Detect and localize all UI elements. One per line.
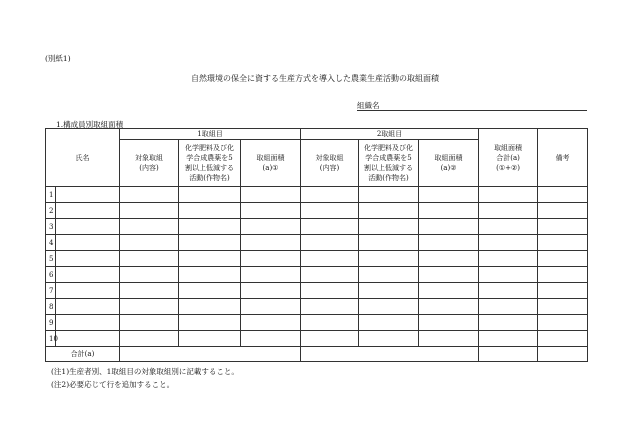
cell-g2-target[interactable] <box>301 283 359 299</box>
row-number: 7 <box>46 283 56 299</box>
cell-g1-fertilizer[interactable] <box>179 203 241 219</box>
cell-g1-area[interactable] <box>241 235 301 251</box>
row-number: 3 <box>46 219 56 235</box>
cell-total-area[interactable] <box>479 187 538 203</box>
cell-total-area[interactable] <box>479 267 538 283</box>
cell-g2-target[interactable] <box>301 331 359 347</box>
cell-g1-area[interactable] <box>241 251 301 267</box>
cell-total-area[interactable] <box>479 331 538 347</box>
cell-g1-area[interactable] <box>241 299 301 315</box>
cell-g1-target[interactable] <box>120 203 179 219</box>
cell-total-area[interactable] <box>479 235 538 251</box>
table-row <box>46 251 588 267</box>
row-number: 1 <box>46 187 56 203</box>
cell-remarks[interactable] <box>538 187 588 203</box>
row-number: 2 <box>46 203 56 219</box>
table-row <box>46 219 588 235</box>
row-number: 10 <box>46 331 56 347</box>
cell-g1-target[interactable] <box>120 315 179 331</box>
cell-g2-target[interactable] <box>301 315 359 331</box>
table-row <box>46 315 588 331</box>
cell-g1-area[interactable] <box>241 267 301 283</box>
cell-name[interactable] <box>56 219 120 235</box>
table-row <box>46 283 588 299</box>
cell-g1-area[interactable] <box>241 203 301 219</box>
table-row <box>46 267 588 283</box>
cell-g1-fertilizer[interactable] <box>179 315 241 331</box>
header-remarks: 備考 <box>538 129 588 187</box>
data-rows <box>46 187 588 347</box>
cell-g2-area[interactable] <box>419 203 479 219</box>
cell-g2-fertilizer[interactable] <box>359 331 419 347</box>
org-name-line[interactable] <box>357 110 587 111</box>
cell-remarks[interactable] <box>538 251 588 267</box>
cell-name[interactable] <box>56 187 120 203</box>
cell-g2-fertilizer[interactable] <box>359 283 419 299</box>
cell-g2-target[interactable] <box>301 219 359 235</box>
total-area-cell[interactable] <box>479 347 538 362</box>
cell-g2-fertilizer[interactable] <box>359 187 419 203</box>
cell-g2-fertilizer[interactable] <box>359 299 419 315</box>
cell-remarks[interactable] <box>538 315 588 331</box>
cell-g1-target[interactable] <box>120 219 179 235</box>
cell-g1-fertilizer[interactable] <box>179 235 241 251</box>
cell-total-area[interactable] <box>479 315 538 331</box>
cell-name[interactable] <box>56 251 120 267</box>
table-row <box>46 203 588 219</box>
cell-remarks[interactable] <box>538 267 588 283</box>
cell-g2-fertilizer[interactable] <box>359 203 419 219</box>
cell-g2-target[interactable] <box>301 187 359 203</box>
header-g1-target: 対象取組 (内容) <box>120 140 179 187</box>
cell-g2-target[interactable] <box>301 251 359 267</box>
cell-total-area[interactable] <box>479 283 538 299</box>
total-row <box>46 347 588 362</box>
cell-g2-fertilizer[interactable] <box>359 315 419 331</box>
cell-g2-target[interactable] <box>301 299 359 315</box>
total-g2-cell[interactable] <box>301 347 479 362</box>
cell-g2-area[interactable] <box>419 283 479 299</box>
table-row <box>46 187 588 203</box>
note-2: (注2)必要応じて行を追加すること。 <box>51 380 175 389</box>
org-name-label: 組織名 <box>357 101 380 110</box>
total-remarks-cell[interactable] <box>538 347 588 362</box>
cell-g2-area[interactable] <box>419 315 479 331</box>
cell-g1-area[interactable] <box>241 331 301 347</box>
total-label: 合計(a) <box>46 347 120 362</box>
document-title: 自然環境の保全に資する生産方式を導入した農業生産活動の取組面積 <box>191 74 439 83</box>
cell-g1-target[interactable] <box>120 187 179 203</box>
cell-g1-fertilizer[interactable] <box>179 219 241 235</box>
cell-name[interactable] <box>56 315 120 331</box>
cell-g1-area[interactable] <box>241 283 301 299</box>
row-number: 5 <box>46 251 56 267</box>
cell-total-area[interactable] <box>479 299 538 315</box>
row-number: 9 <box>46 315 56 331</box>
row-number: 4 <box>46 235 56 251</box>
table-row <box>46 331 588 347</box>
cell-g2-area[interactable] <box>419 299 479 315</box>
header-g2-target: 対象取組 (内容) <box>301 140 359 187</box>
cell-g2-fertilizer[interactable] <box>359 251 419 267</box>
cell-remarks[interactable] <box>538 203 588 219</box>
cell-remarks[interactable] <box>538 331 588 347</box>
cell-g1-target[interactable] <box>120 299 179 315</box>
cell-name[interactable] <box>56 235 120 251</box>
cell-g1-target[interactable] <box>120 267 179 283</box>
cell-name[interactable] <box>56 267 120 283</box>
header-group-2: 2取組目 <box>301 129 479 140</box>
note-1: (注1)生産者別、1取組目の対象取組別に記載すること。 <box>51 367 239 376</box>
cell-g2-fertilizer[interactable] <box>359 267 419 283</box>
cell-g1-fertilizer[interactable] <box>179 187 241 203</box>
cell-g1-fertilizer[interactable] <box>179 331 241 347</box>
cell-total-area[interactable] <box>479 203 538 219</box>
cell-name[interactable] <box>56 203 120 219</box>
table-row <box>46 299 588 315</box>
cell-total-area[interactable] <box>479 251 538 267</box>
cell-g1-fertilizer[interactable] <box>179 283 241 299</box>
header-g1-fertilizer: 化学肥料及び化 学合成農薬を5 割以上低減する 活動(作物名) <box>179 140 241 187</box>
cell-g2-target[interactable] <box>301 203 359 219</box>
row-number: 8 <box>46 299 56 315</box>
cell-g1-target[interactable] <box>120 283 179 299</box>
cell-g2-area[interactable] <box>419 331 479 347</box>
cell-name[interactable] <box>56 283 120 299</box>
cell-g1-area[interactable] <box>241 315 301 331</box>
cell-g1-target[interactable] <box>120 251 179 267</box>
header-row-1 <box>46 129 588 140</box>
header-g2-area: 取組面積 (a)② <box>419 140 479 187</box>
table-row <box>46 235 588 251</box>
cell-g2-area[interactable] <box>419 187 479 203</box>
cell-g1-fertilizer[interactable] <box>179 251 241 267</box>
cell-g2-fertilizer[interactable] <box>359 235 419 251</box>
section-heading: 1.構成員別取組面積 <box>56 120 124 129</box>
cell-g1-target[interactable] <box>120 331 179 347</box>
cell-g1-fertilizer[interactable] <box>179 299 241 315</box>
total-g1-cell[interactable] <box>120 347 301 362</box>
header-name: 氏名 <box>46 129 120 187</box>
row-number: 6 <box>46 267 56 283</box>
cell-total-area[interactable] <box>479 219 538 235</box>
cell-g1-target[interactable] <box>120 235 179 251</box>
cell-remarks[interactable] <box>538 219 588 235</box>
cell-g1-area[interactable] <box>241 219 301 235</box>
cell-g2-fertilizer[interactable] <box>359 219 419 235</box>
header-group-1: 1取組目 <box>120 129 301 140</box>
cell-g1-fertilizer[interactable] <box>179 267 241 283</box>
header-g2-fertilizer: 化学肥料及び化 学合成農薬を5 割以上低減する 活動(作物名) <box>359 140 419 187</box>
header-total-area: 取組面積 合計(a) (①+②) <box>479 129 538 187</box>
cell-name[interactable] <box>56 331 120 347</box>
cell-remarks[interactable] <box>538 299 588 315</box>
cell-g1-area[interactable] <box>241 187 301 203</box>
header-g1-area: 取組面積 (a)① <box>241 140 301 187</box>
cell-name[interactable] <box>56 299 120 315</box>
cell-remarks[interactable] <box>538 283 588 299</box>
cell-g2-target[interactable] <box>301 267 359 283</box>
cell-g2-target[interactable] <box>301 235 359 251</box>
cell-g2-area[interactable] <box>419 251 479 267</box>
cell-g2-area[interactable] <box>419 267 479 283</box>
cell-remarks[interactable] <box>538 235 588 251</box>
attachment-label: (別紙1) <box>45 54 71 63</box>
cell-g2-area[interactable] <box>419 219 479 235</box>
area-table <box>45 128 588 362</box>
cell-g2-area[interactable] <box>419 235 479 251</box>
